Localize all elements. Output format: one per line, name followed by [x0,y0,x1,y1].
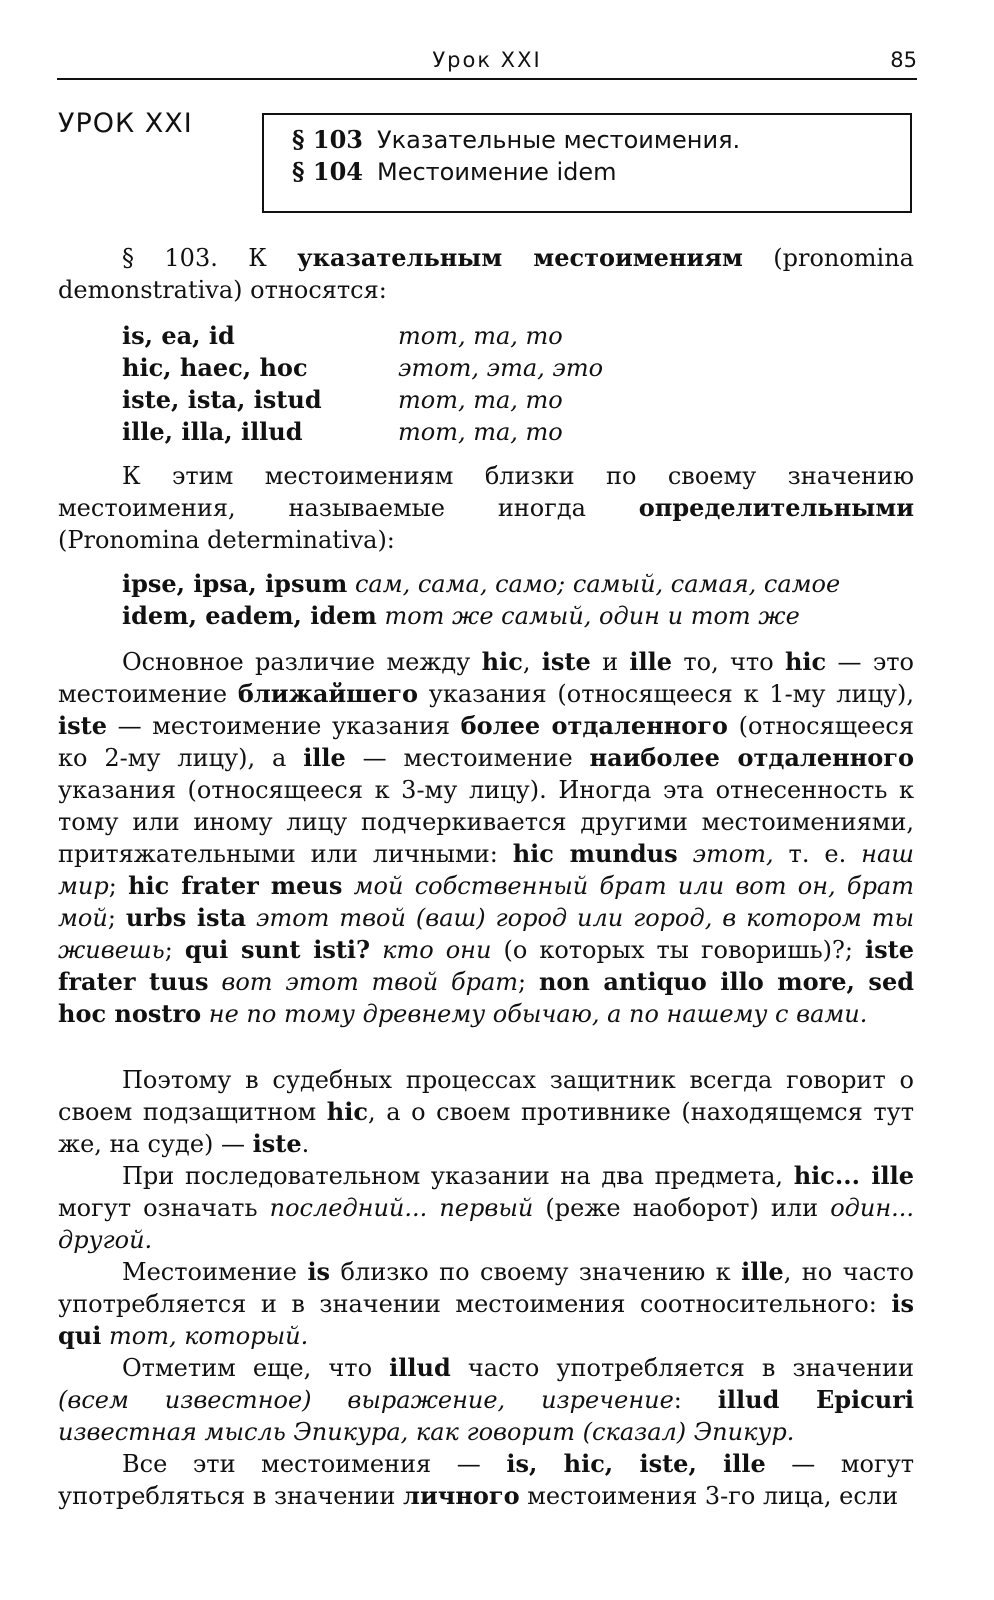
translation: кто они [370,936,492,964]
text-run: ; [164,936,185,964]
latin-word: ille [629,647,673,676]
latin-form: idem, eadem, idem [122,601,377,630]
latin-word: is [307,1257,331,1286]
latin-form: ipse, ipsa, ipsum [122,569,348,598]
contents-item [292,157,617,186]
text-run: . [301,1130,310,1158]
illud-paragraph [58,1352,914,1448]
text-run: и [590,648,630,676]
latin-example: urbs ista [125,903,247,932]
term: указательным местоимениям [297,243,743,272]
translation: мой собственный брат или вот он, брат мой [58,872,914,932]
text-run: близко по своему значению к [330,1258,742,1286]
translation: вот этот твой брат [208,968,519,996]
text-run: , но часто употребляется и в значении местоимения соотносительного: [58,1258,914,1318]
text-run: ; [107,904,126,932]
latin-word: iste [541,647,591,676]
lesson-contents-box [262,113,912,213]
text-run: то, что [672,648,785,676]
text-run: Поэтому в судебных процессах защитник всегда говорит о своем подзащитном [58,1066,914,1126]
latin-word: ille [741,1257,784,1286]
term: ближайшего [237,679,418,708]
running-head [57,44,917,80]
translation: последний... первый [269,1194,534,1222]
latin-word: ille [303,743,346,772]
text-run: указания (относящееся к 3-му лицу). Иногда эта отнесенность к тому или иному лицу подчеркивается другими местоимениями, притяжательными или личными: [58,776,914,868]
page-number: 85 [890,48,917,72]
translation: наш мир [58,840,915,900]
latin-word: hic [481,647,523,676]
translation: известная мысль Эпикура, как говорит (сказал) Эпикур. [58,1418,795,1446]
text-run: Основное различие между [122,648,482,676]
section-number: § 103 [292,125,364,154]
determinativa-row [122,568,840,600]
text-run: — могут употребляться в значении [58,1450,914,1510]
determinativa-paragraph [58,460,914,556]
latin-word: iste [58,711,107,740]
translation: этот, [677,840,774,868]
text-run: , [522,648,542,676]
term: более отдаленного [460,711,728,740]
contents-item [292,125,740,154]
text-run: — местоимение указания [106,712,461,740]
translation: тот, та, то [398,322,563,350]
text-run: (pronomina demonstrativa) относятся: [58,244,914,304]
translation: (всем известное) выражение, изречение [58,1386,674,1414]
sequence-paragraph [58,1160,914,1256]
translation: сам, сама, само; самый, самая, самое [347,570,841,598]
text-run: часто употребляется в значении [450,1354,914,1382]
translation: не по тому древнему обычаю, а по нашему с вами. [201,1000,868,1028]
text-run: т. е. [773,840,862,868]
determinativa-list [122,568,840,632]
section-title: Указательные местоимения. [377,126,741,154]
determinativa-row [122,600,840,632]
main-paragraph [58,646,914,1030]
text-run: указания (относящееся к 1-му лицу), [417,680,915,708]
latin-form: iste, ista, istud [122,385,322,414]
text-run: Все эти местоимения — [122,1450,507,1478]
court-paragraph [58,1064,914,1160]
latin-example: non antiquo illo more, sed hoc nostro [58,967,914,1028]
latin-form: is, ea, id [122,321,235,350]
translation: тот же самый, один и тот же [376,602,800,630]
latin-word: hic [784,647,827,676]
text-run: (Pronomina determinativa): [58,526,395,554]
latin-word: hic [326,1097,368,1126]
text-run: местоимения 3-го лица, если [519,1482,899,1510]
term: личного [403,1481,520,1510]
latin-example: qui sunt isti? [184,935,371,964]
latin-example: iste frater tuus [58,935,914,996]
term: определительными [638,493,914,522]
intro-paragraph [58,242,914,306]
lesson-title: УРОК XXI [58,108,193,139]
text-run: ; [108,872,129,900]
text-run: ; [518,968,539,996]
latin-example: is qui [58,1289,914,1350]
text-run: могут означать [58,1194,270,1222]
latin-word: is, hic, iste, ille [506,1449,766,1478]
text-run: (относящееся ко 2-му лицу), а [58,712,915,772]
latin-word: illud [389,1353,451,1382]
text-run: К [217,244,298,272]
translation: тот, который. [101,1322,309,1350]
section-number: § 104 [292,157,364,186]
section-label: § 103. [122,244,218,272]
text-run: (о которых ты говоришь)?; [491,936,866,964]
translation: тот, та, то [398,418,563,446]
text-run: — это местоимение [58,648,914,708]
text-run: При последовательном указании на два предмета, [122,1162,794,1190]
running-title: Урок XXI [432,48,542,72]
latin-form: hic, haec, hoc [122,353,308,382]
latin-example: hic frater meus [128,871,343,900]
translation: один... другой. [58,1194,915,1254]
translation: этот твой (ваш) город или город, в котором ты живешь [58,904,915,964]
translation: тот, та, то [398,386,563,414]
latin-word: hic... ille [793,1161,914,1190]
text-run: : [673,1386,718,1414]
text-run: (реже наоборот) или [533,1194,831,1222]
text-run: К этим местоимениям близки по своему значению местоимения, называемые иногда [58,462,914,522]
text-run: Отметим еще, что [122,1354,390,1382]
text-run: Местоимение [122,1258,308,1286]
latin-word: iste [252,1129,302,1158]
text-run: — местоимение [345,744,590,772]
translation: этот, эта, это [398,354,604,382]
latin-example: illud Epicuri [717,1385,914,1414]
text-run: , а о своем противнике (находящемся тут же, на суде) — [58,1098,914,1158]
is-paragraph [58,1256,914,1352]
final-paragraph [58,1448,914,1512]
latin-example: hic mundus [512,839,678,868]
latin-form: ille, illa, illud [122,417,303,446]
term: наиболее отдаленного [589,743,914,772]
section-title: Местоимение idem [377,158,617,186]
